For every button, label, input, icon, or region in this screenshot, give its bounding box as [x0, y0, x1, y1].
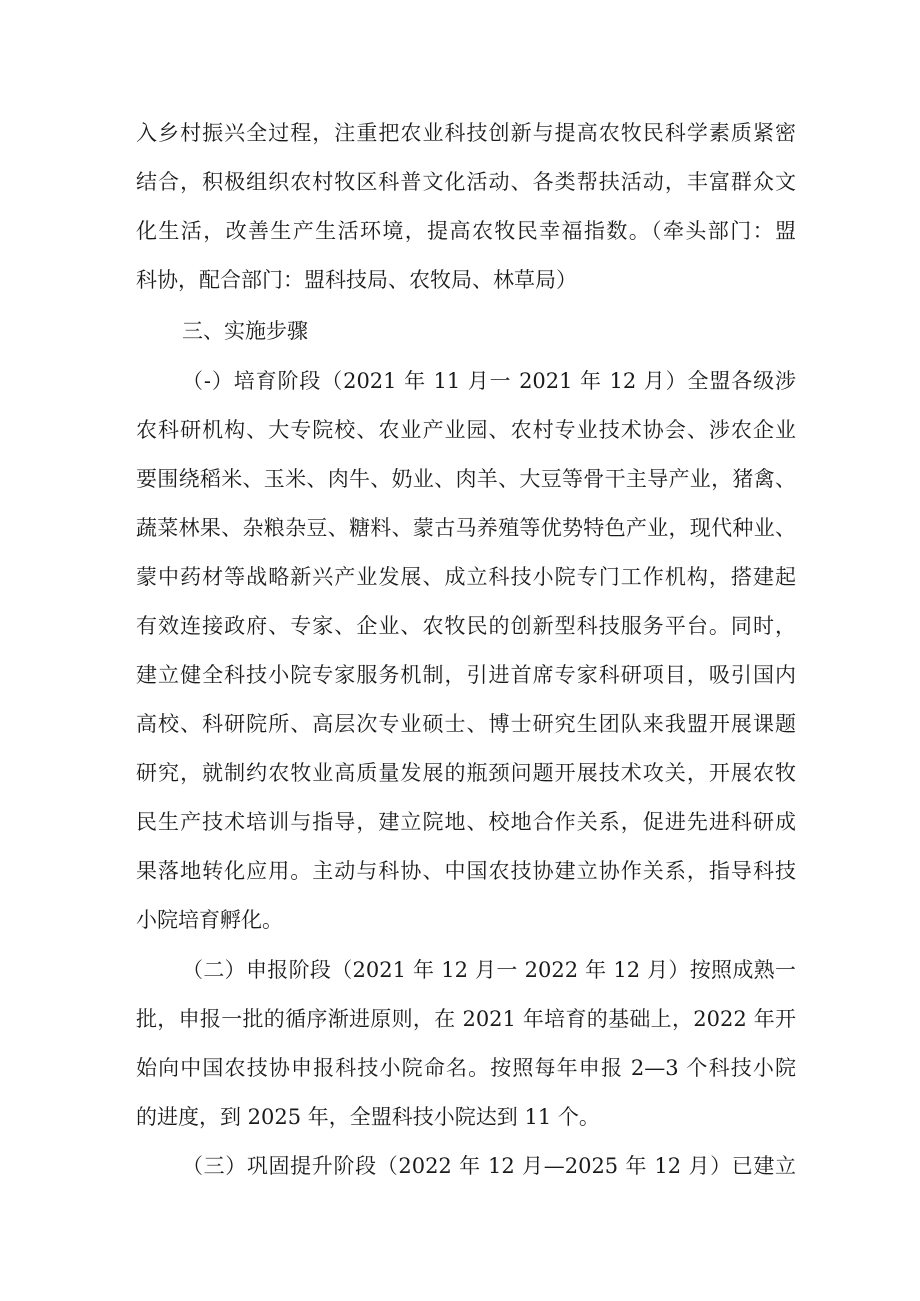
- paragraph-line: 蒙中药材等战略新兴产业发展、成立科技小院专门工作机构，搭建起: [136, 565, 796, 589]
- paragraph-line: 果落地转化应用。主动与科协、中国农技协建立协作关系，指导科技: [136, 859, 796, 883]
- paragraph-line: 科协，配合部门：盟科技局、农牧局、林草局）: [136, 268, 577, 292]
- paragraph-line: 始向中国农技协申报科技小院命名。按照每年申报 2—3 个科技小院: [136, 1056, 796, 1080]
- paragraph-line: 的进度，到 2025 年，全盟科技小院达到 11 个。: [136, 1105, 600, 1129]
- paragraph-line: 民生产技术培训与指导，建立院地、校地合作关系，促进先进科研成: [136, 810, 796, 834]
- paragraph-line: 批，申报一批的循序渐进原则，在 2021 年培育的基础上，2022 年开: [136, 1007, 796, 1031]
- paragraph-line: 农科研机构、大专院校、农业产业园、农村专业技术协会、涉农企业: [136, 418, 796, 442]
- section-heading: 三、实施步骤: [182, 319, 308, 343]
- paragraph-line: 小院培育孵化。: [136, 908, 283, 932]
- paragraph-line: 结合，积极组织农村牧区科普文化活动、各类帮扶活动，丰富群众文: [136, 170, 796, 194]
- paragraph-line: 研究，就制约农牧业高质量发展的瓶颈问题开展技术攻关，开展农牧: [136, 761, 796, 785]
- paragraph-line: （三）巩固提升阶段（2022 年 12 月—2025 年 12 月）已建立: [182, 1154, 796, 1178]
- paragraph-line: （二）申报阶段（2021 年 12 月一 2022 年 12 月）按照成熟一: [182, 958, 796, 982]
- paragraph-line: 蔬菜林果、杂粮杂豆、糖料、蒙古马养殖等优势特色产业，现代种业、: [136, 516, 796, 540]
- paragraph-line: 化生活，改善生产生活环境，提高农牧民幸福指数。（牵头部门：盟: [136, 219, 796, 243]
- paragraph-line: 建立健全科技小院专家服务机制，引进首席专家科研项目，吸引国内: [136, 663, 796, 687]
- paragraph-line: 有效连接政府、专家、企业、农牧民的创新型科技服务平台。同时，: [136, 614, 796, 638]
- paragraph-line: 入乡村振兴全过程，注重把农业科技创新与提高农牧民科学素质紧密: [136, 121, 796, 145]
- paragraph-line: 高校、科研院所、高层次专业硕士、博士研究生团队来我盟开展课题: [136, 712, 796, 736]
- paragraph-line: 要围绕稻米、玉米、肉牛、奶业、肉羊、大豆等骨干主导产业，猪禽、: [136, 467, 796, 491]
- paragraph-line: （-）培育阶段（2021 年 11 月一 2021 年 12 月）全盟各级涉: [182, 369, 796, 393]
